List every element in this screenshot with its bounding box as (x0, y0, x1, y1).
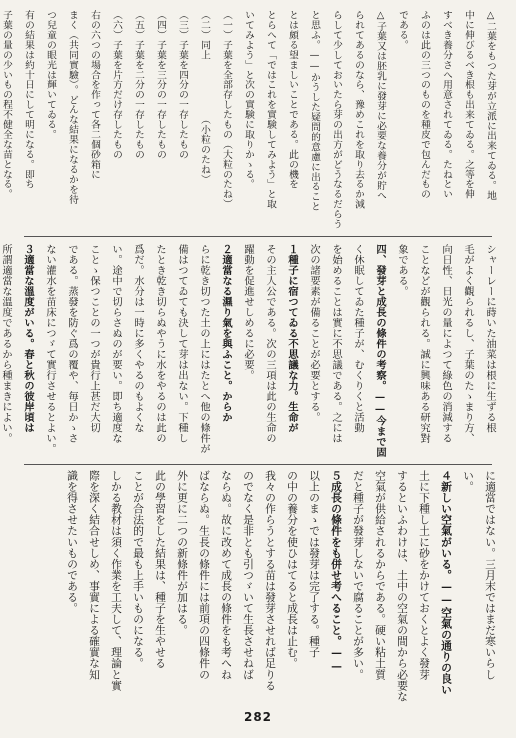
text-column: 備はつてゐても決して芽は出ない。下種し (176, 244, 188, 444)
text-column: しかる教材は須く作業を工夫して、理論と實 (110, 470, 123, 691)
text-column: まく（共同實驗）。どんな結果になるかを待 (67, 10, 78, 205)
text-column: とは頗る望ましいことである。此の機を (287, 10, 298, 190)
text-column: 以上のまゝでは發芽は完了する。種子 (308, 470, 321, 658)
text-column: 次の諸要素が備ることが必要とする。 (308, 244, 320, 423)
text-column: の中の養分を使ひはてると成長は止む。 (286, 470, 299, 669)
text-band-top (1, 10, 500, 229)
text-column: ２適當なる濕り氣を與ふこと。からか (220, 244, 232, 423)
text-column: 躍動を促進せしめるに必要。 (242, 244, 254, 381)
text-column: ふのは此の三つのものを種皮で包んだもの (419, 10, 430, 200)
text-column: １種子に宿つてゐる不思議な力。生命が (286, 244, 298, 433)
text-column: 際を深く結合せしめ、事實による確實な知 (88, 470, 101, 680)
text-column: 此の學習をした結果は、種子を生やせる (154, 470, 167, 669)
text-column: 爲だ。水分は一時に多くやるのもよくな (132, 244, 144, 433)
text-column: 右の六つの場合を作って各二個砂箱に (89, 10, 100, 180)
text-column: その主人公である。次の三項は此の生命の (264, 244, 276, 444)
text-column: らして少しておいたら芽の出方がどうなるだらう (331, 10, 342, 229)
text-column: である。蒸發を防ぐ爲の覆や、毎日かゝさ (66, 244, 78, 444)
text-column: られてあるのなら、豫めこれを取り去るか減 (353, 10, 364, 209)
text-column: 四、發芽と成長の條件の考察。——今まで固 (374, 244, 386, 458)
divider-middle (24, 464, 492, 465)
text-column: である。 (397, 10, 408, 50)
text-column: シャーレーに蒔いた油菜は根に生ずる根 (484, 244, 496, 433)
text-column: に適當ではない。三月末ではまだ寒いらし (484, 470, 497, 680)
text-column: だと種子が發芽しないで腐ることが多い。 (352, 470, 365, 680)
text-column: 識を得させたいものである。 (66, 470, 79, 614)
text-column: ことが合法的で最も上手いものになる。 (132, 470, 145, 669)
text-column: ５成長の條件をも併せ考へること。—— (330, 470, 343, 674)
text-column: いてみよう」と次の實験に取りかゝる。 (243, 10, 254, 190)
text-column: つ兒童の眼光は輝いてゐる。 (45, 10, 56, 140)
text-column: （二）同上 （小粒のたね） (199, 10, 210, 185)
text-column: たとき乾き切らぬやうに水をやるのは此の (154, 244, 166, 444)
text-column: く休眠してゐた種子が、むくりくと活動 (352, 244, 364, 433)
text-column: 子葉の量の少いもの程不健全な苗となる。 (1, 10, 12, 200)
text-column: （六）子葉を片方だけ存したもの (111, 10, 122, 160)
text-column: らに乾き切つた土の上にはたとへ他の條件が (198, 244, 210, 454)
text-column: 中に伸びるべき根も出来てゐる。之等を伸 (463, 10, 474, 200)
text-column: するといふわけは、土中の空氣の間から必要な (396, 470, 409, 702)
text-column: ことなどが觀られる。誠に興味ある研究對 (418, 244, 430, 444)
text-column: 象である。 (396, 244, 408, 297)
text-column: 外に更に二つの新條件が加はる。 (176, 470, 189, 636)
text-column: △二葉をもつた芽が立派に出来てゐる。地 (485, 10, 496, 201)
text-column: ならぬ。故に改めて成長の條件をも考へね (220, 470, 233, 680)
text-column: い。途中で切らさぬのが要い。即ち適度な (110, 244, 122, 444)
text-column: と思ふ。——かうした疑問的意慮に出ること (309, 10, 320, 212)
page-number: 282 (243, 710, 273, 724)
text-column: △子葉又は胚乳に發芽に必要な養分が貯へ (375, 10, 386, 201)
text-column: （五）子葉を二分の一存したもの (133, 10, 144, 160)
text-column: ない灌水を苗床につゞて實行させるとよい。 (44, 244, 56, 454)
text-column: 土に下種し土に砂をかけておくとよく發芽 (418, 470, 431, 680)
text-column: （四）子葉を三分の一存したもの (155, 10, 166, 160)
text-column: い。 (462, 470, 475, 493)
text-column: （一）子葉を全部存したもの（大粒のたね） (221, 10, 232, 209)
divider-top (24, 236, 492, 237)
text-band-bottom (16, 470, 500, 702)
text-column: とらへて「ではこれを實験してみよう」と取 (265, 10, 276, 209)
text-column: 向日性、日光の量によつて綠色の消減する (440, 244, 452, 444)
text-column: （三）子葉を四分の一存したもの (177, 10, 188, 160)
text-column: 毛がよく觀られるし、子葉のたゝまり方、 (462, 244, 474, 444)
text-column: ばならぬ。生長の條件には前項の四條件の (198, 470, 211, 680)
text-column: のでなく是非とも引つゞいて生長させねば (242, 470, 255, 680)
text-column: ４新しい空氣がいる。——空氣の通りの良い (440, 470, 453, 696)
text-column: ３適當な溫度がいる。春と秋の彼岸頃は (22, 244, 34, 433)
text-column: を始めることは實に不思議である。之には (330, 244, 342, 444)
text-column: 所謂適當な溫度であるから種まきによい。 (0, 244, 12, 444)
text-column: 我々の作らうとする苗は發芽させれば足りる (264, 470, 277, 691)
text-column: 空氣が供給されるからである。硬い粘土質 (374, 470, 387, 680)
text-column: ことゝ保つことの一つが貴行上甚だ大切 (88, 244, 100, 433)
text-column: 有の結果は約十日にして明になる。即ち (23, 10, 34, 190)
text-column: すべき養分さへ用意されてゐる。たねとい (441, 10, 452, 200)
text-band-middle (0, 244, 500, 458)
